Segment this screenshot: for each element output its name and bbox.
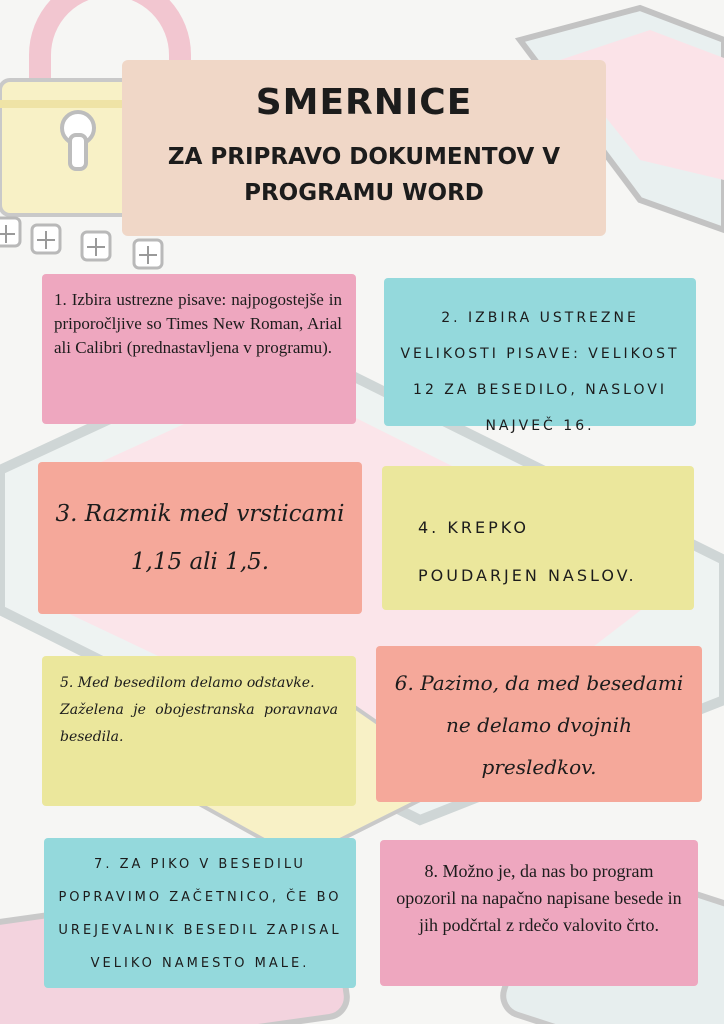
page-subtitle-line1: ZA PRIPRAVO DOKUMENTOV V — [167, 144, 561, 170]
guideline-card-3 — [38, 462, 362, 614]
guideline-card-5 — [42, 656, 356, 806]
guideline-5-line2: Zaželena je obojestranska poravnava besedila. — [60, 702, 338, 745]
guideline-1-text: Izbira ustrezne pisave: najpogostejše in priporočljive so Times New Roman, Arial ali Calibri (prednastavljena v programu). — [54, 290, 343, 357]
guideline-card-1 — [42, 274, 356, 424]
guideline-4-line1: 4. KREPKO — [418, 518, 529, 537]
page-subtitle-line2: PROGRAMU WORD — [244, 180, 484, 206]
title-banner — [122, 60, 606, 236]
page-title: SMERNICE — [255, 82, 473, 123]
guideline-card-8 — [380, 840, 698, 986]
guideline-card-6 — [376, 646, 702, 802]
guideline-2-text: 2. IZBIRA USTREZNE VELIKOSTI PISAVE: VELIKOST 12 ZA BESEDILO, NASLOVI NAJVEČ 16. — [400, 310, 680, 434]
guideline-5-line1: 5. Med besedilom delamo odstavke. — [60, 675, 315, 691]
guideline-card-4 — [382, 466, 694, 610]
guideline-7-text: 7. ZA PIKO V BESEDILU POPRAVIMO ZAČETNICO, ČE BO UREJEVALNIK BESEDIL ZAPISAL VELIKO NAMESTO MALE. — [58, 857, 342, 971]
guideline-1-number: 1. — [54, 290, 67, 309]
guideline-8-text: 8. Možno je, da nas bo program opozoril na napačno napisane besede in jih podčrtal z rdečo valovito črto. — [396, 861, 682, 935]
guideline-4-line2: POUDARJEN NASLOV. — [418, 566, 637, 585]
guideline-card-7 — [44, 838, 356, 988]
guideline-3-line2: 1,15 ali 1,5. — [130, 549, 270, 575]
guideline-3-line1: 3. Razmik med vrsticami — [55, 501, 345, 527]
guideline-6-text: 6. Pazimo, da med besedami ne delamo dvojnih presledkov. — [394, 671, 684, 779]
guideline-card-2 — [384, 278, 696, 434]
